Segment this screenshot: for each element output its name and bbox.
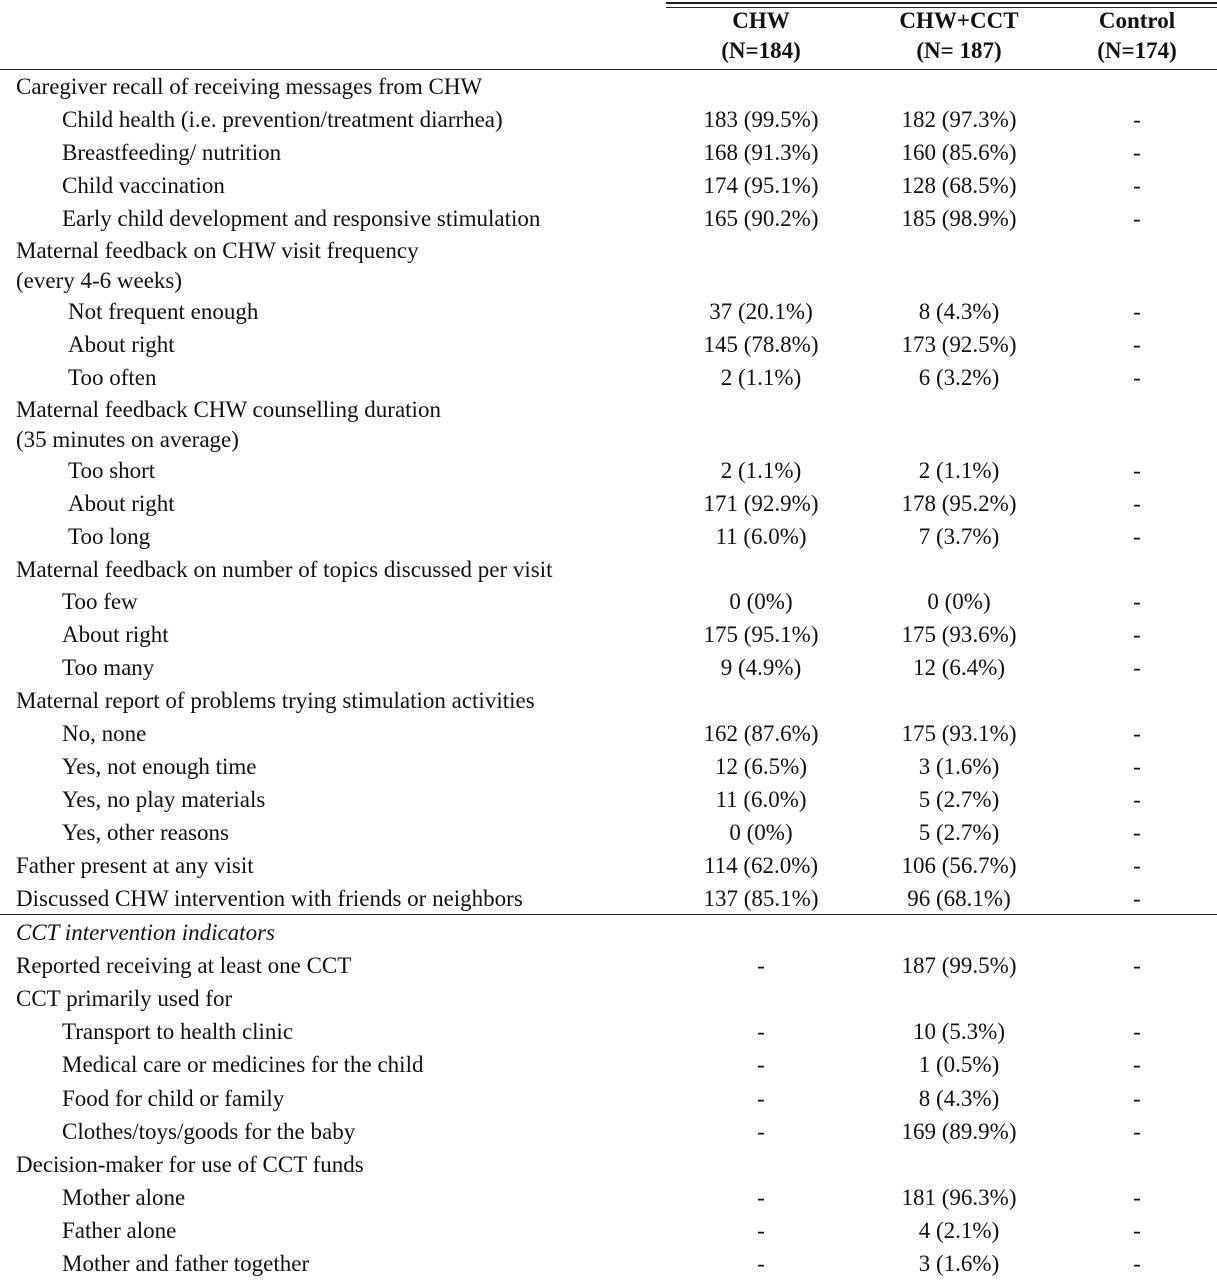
row-label-text: Caregiver recall of receiving messages from CHW: [16, 74, 483, 99]
row-label-text: Father alone: [62, 1218, 177, 1243]
column-header-chw: [666, 6, 856, 66]
top-rule: [666, 2, 1217, 4]
row-label-text: Too few: [62, 589, 138, 614]
row-label: [62, 587, 138, 617]
row-label-text: Child vaccination: [62, 173, 225, 198]
table-row: [0, 785, 1217, 818]
row-label-text: Maternal feedback on number of topics discussed per visit: [16, 557, 553, 582]
cell-chw-cct: 181 (96.3%): [901, 1185, 1017, 1210]
cell-chw: -: [757, 1251, 765, 1276]
cell-control: -: [1133, 754, 1141, 779]
cell-chw-cct: 3 (1.6%): [918, 1251, 1000, 1276]
row-label-text: Mother alone: [62, 1185, 186, 1210]
cell-chw: 174 (95.1%): [703, 173, 819, 198]
cell-chw: 0 (0%): [729, 820, 793, 845]
row-label-text: Breastfeeding/ nutrition: [62, 140, 282, 165]
cell-chw-cct: 160 (85.6%): [901, 140, 1017, 165]
cell-control: -: [1133, 655, 1141, 680]
cell-chw: -: [757, 1052, 765, 1077]
cell-chw-cct: 182 (97.3%): [901, 107, 1017, 132]
cell-chw: -: [757, 953, 765, 978]
cell-chw: -: [757, 1019, 765, 1044]
cell-chw-cct: 10 (5.3%): [913, 1019, 1005, 1044]
cell-chw-cct: 5 (2.7%): [918, 820, 1000, 845]
table-row: [0, 330, 1217, 363]
cell-control: -: [1133, 787, 1141, 812]
row-label-text: Child health (i.e. prevention/treatment diarrhea): [62, 107, 503, 132]
cell-chw: 162 (87.6%): [703, 721, 819, 746]
cell-control: -: [1133, 622, 1141, 647]
cell-chw-cct: 2 (1.1%): [918, 458, 1000, 483]
row-label-text: Decision-maker for use of CCT funds: [16, 1152, 364, 1177]
cell-chw: 145 (78.8%): [703, 332, 819, 357]
table-row: [0, 363, 1217, 396]
row-label: [16, 851, 254, 881]
cell-chw: -: [757, 1086, 765, 1111]
row-label-text: About right: [68, 491, 175, 516]
table-row: [0, 555, 1217, 588]
cell-chw-cct: 175 (93.1%): [901, 721, 1017, 746]
row-label: [62, 204, 540, 234]
cell-control: -: [1133, 206, 1141, 231]
column-header-name: CHW: [732, 8, 790, 33]
row-label-text: Yes, not enough time: [62, 754, 257, 779]
row-label: [68, 330, 175, 360]
table-row: [0, 236, 1217, 293]
row-label: [16, 236, 419, 296]
cell-chw: 9 (4.9%): [720, 655, 802, 680]
row-label: [62, 171, 225, 201]
row-label-text: Maternal feedback on CHW visit frequency: [16, 238, 419, 263]
row-label: [62, 653, 154, 683]
row-label: [62, 719, 146, 749]
row-label-text: Maternal report of problems trying stimulation activities: [16, 688, 535, 713]
cell-chw-cct: 169 (89.9%): [901, 1119, 1017, 1144]
cell-chw: 37 (20.1%): [709, 299, 813, 324]
table-row: [0, 297, 1217, 330]
cell-chw: 171 (92.9%): [703, 491, 819, 516]
row-label-text: Not frequent enough: [68, 299, 259, 324]
column-header-n: (N= 187): [916, 38, 1002, 63]
row-label-text: Transport to health clinic: [62, 1019, 294, 1044]
row-label: [68, 297, 258, 327]
table-row: [0, 851, 1217, 884]
row-label-text: No, none: [62, 721, 147, 746]
table-row: [0, 1249, 1217, 1282]
header-rule: [0, 69, 1217, 70]
row-label: [68, 489, 175, 519]
table-row: [0, 1017, 1217, 1050]
row-label-text: Yes, no play materials: [62, 787, 266, 812]
row-label-text: Early child development and responsive stimulation: [62, 206, 541, 231]
row-label: [62, 818, 229, 848]
row-label: [62, 1050, 423, 1080]
cell-control: -: [1133, 173, 1141, 198]
cell-chw-cct: 106 (56.7%): [901, 853, 1017, 878]
table-row: [0, 1117, 1217, 1150]
column-header-name: CHW+CCT: [899, 8, 1019, 33]
cell-control: -: [1133, 853, 1141, 878]
row-label-text: Yes, other reasons: [62, 820, 229, 845]
row-label-text: Father present at any visit: [16, 853, 254, 878]
row-label: [16, 395, 441, 455]
table-row: [0, 884, 1217, 917]
row-label: [16, 918, 275, 948]
cell-chw: -: [757, 1185, 765, 1210]
cell-chw: 137 (85.1%): [703, 886, 819, 911]
cell-control: -: [1133, 140, 1141, 165]
cell-control: -: [1133, 1218, 1141, 1243]
cell-chw-cct: 7 (3.7%): [918, 524, 1000, 549]
cell-control: -: [1133, 365, 1141, 390]
row-label-text: Maternal feedback CHW counselling duration: [16, 397, 441, 422]
row-label: [62, 1017, 293, 1047]
cell-control: -: [1133, 1119, 1141, 1144]
row-label-text: Too often: [68, 365, 157, 390]
row-label-text: About right: [68, 332, 175, 357]
cell-chw-cct: 3 (1.6%): [918, 754, 1000, 779]
row-label-text: Too long: [68, 524, 151, 549]
cell-chw-cct: 5 (2.7%): [918, 787, 1000, 812]
cell-chw: 11 (6.0%): [715, 787, 807, 812]
cell-control: -: [1133, 1052, 1141, 1077]
cell-control: -: [1133, 107, 1141, 132]
row-label: [68, 522, 150, 552]
table-row: [0, 719, 1217, 752]
row-label: [62, 785, 265, 815]
cell-chw-cct: 96 (68.1%): [907, 886, 1011, 911]
table-row: [0, 1216, 1217, 1249]
row-label-text-line2: (35 minutes on average): [16, 427, 239, 452]
cell-chw-cct: 8 (4.3%): [918, 1086, 1000, 1111]
cell-chw: 165 (90.2%): [703, 206, 819, 231]
table-row: [0, 171, 1217, 204]
row-label: [62, 752, 256, 782]
column-header-name: Control: [1098, 8, 1176, 33]
cell-chw-cct: 128 (68.5%): [901, 173, 1017, 198]
table-row: [0, 1084, 1217, 1117]
table-row: [0, 686, 1217, 719]
table-row: [0, 489, 1217, 522]
row-label-text: Too short: [68, 458, 156, 483]
table-row: [0, 456, 1217, 489]
row-label-text: Reported receiving at least one CCT: [16, 953, 352, 978]
row-label-text: CCT primarily used for: [16, 986, 233, 1011]
table-row: [0, 918, 1217, 951]
cell-chw-cct: 8 (4.3%): [918, 299, 1000, 324]
cell-control: -: [1133, 820, 1141, 845]
cell-chw-cct: 12 (6.4%): [913, 655, 1005, 680]
column-header-n: (N=184): [721, 38, 801, 63]
row-label: [62, 1216, 176, 1246]
column-header-chw-cct: [864, 6, 1054, 66]
cell-control: -: [1133, 1185, 1141, 1210]
cell-chw: 168 (91.3%): [703, 140, 819, 165]
cell-control: -: [1133, 1019, 1141, 1044]
table-row: [0, 105, 1217, 138]
cell-control: -: [1133, 953, 1141, 978]
cell-chw-cct: 173 (92.5%): [901, 332, 1017, 357]
row-label: [62, 1183, 185, 1213]
row-label: [16, 951, 351, 981]
row-label: [16, 884, 523, 914]
cell-chw-cct: 6 (3.2%): [918, 365, 1000, 390]
row-label-text: Food for child or family: [62, 1086, 285, 1111]
cell-chw-cct: 0 (0%): [927, 589, 991, 614]
row-label: [16, 984, 232, 1014]
row-label: [62, 1084, 284, 1114]
cell-control: -: [1133, 299, 1141, 324]
row-label: [16, 1150, 364, 1180]
cell-chw: 175 (95.1%): [703, 622, 819, 647]
cell-chw-cct: 187 (99.5%): [901, 953, 1017, 978]
cell-control: -: [1133, 589, 1141, 614]
row-label-text: Discussed CHW intervention with friends or neighbors: [16, 886, 523, 911]
cell-control: -: [1133, 721, 1141, 746]
cell-chw-cct: 1 (0.5%): [918, 1052, 1000, 1077]
row-label: [62, 138, 281, 168]
table-row: [0, 653, 1217, 686]
table-row: [0, 951, 1217, 984]
cell-chw: 2 (1.1%): [720, 365, 802, 390]
row-label: [68, 363, 156, 393]
row-label-text: Medical care or medicines for the child: [62, 1052, 424, 1077]
column-header-control: [1042, 6, 1217, 66]
table-row: [0, 204, 1217, 237]
row-label: [62, 1249, 309, 1279]
table-row: [0, 1050, 1217, 1083]
cell-chw-cct: 4 (2.1%): [918, 1218, 1000, 1243]
cell-control: -: [1133, 458, 1141, 483]
table-row: [0, 984, 1217, 1017]
table-row: [0, 522, 1217, 555]
table-row: [0, 72, 1217, 105]
table-row: [0, 818, 1217, 851]
row-label: [16, 72, 482, 102]
row-label-text: Mother and father together: [62, 1251, 310, 1276]
cell-chw: 11 (6.0%): [715, 524, 807, 549]
cell-chw: 183 (99.5%): [703, 107, 819, 132]
table-row: [0, 395, 1217, 452]
table-row: [0, 1183, 1217, 1216]
row-label: [68, 456, 155, 486]
cell-chw: 0 (0%): [729, 589, 793, 614]
cell-control: -: [1133, 332, 1141, 357]
row-label: [16, 686, 535, 716]
cell-control: -: [1133, 1251, 1141, 1276]
row-label: [16, 555, 553, 585]
table-row: [0, 587, 1217, 620]
cell-chw: 114 (62.0%): [703, 853, 819, 878]
cell-chw-cct: 185 (98.9%): [901, 206, 1017, 231]
cell-control: -: [1133, 886, 1141, 911]
table-row: [0, 752, 1217, 785]
table-row: [0, 620, 1217, 653]
table-row: [0, 138, 1217, 171]
row-label: [62, 1117, 355, 1147]
row-label: [62, 620, 169, 650]
table-row: [0, 1150, 1217, 1183]
row-label-text-line2: (every 4-6 weeks): [16, 268, 183, 293]
row-label-text: About right: [62, 622, 169, 647]
row-label-text: Clothes/toys/goods for the baby: [62, 1119, 356, 1144]
cell-chw: -: [757, 1119, 765, 1144]
cell-chw: 12 (6.5%): [715, 754, 807, 779]
cell-chw-cct: 175 (93.6%): [901, 622, 1017, 647]
cell-control: -: [1133, 491, 1141, 516]
row-label-text: CCT intervention indicators: [16, 920, 275, 945]
row-label-text: Too many: [62, 655, 155, 680]
cell-chw: 2 (1.1%): [720, 458, 802, 483]
cell-chw: -: [757, 1218, 765, 1243]
cell-control: -: [1133, 524, 1141, 549]
cell-chw-cct: 178 (95.2%): [901, 491, 1017, 516]
row-label: [62, 105, 503, 135]
column-header-n: (N=174): [1097, 38, 1177, 63]
cell-control: -: [1133, 1086, 1141, 1111]
